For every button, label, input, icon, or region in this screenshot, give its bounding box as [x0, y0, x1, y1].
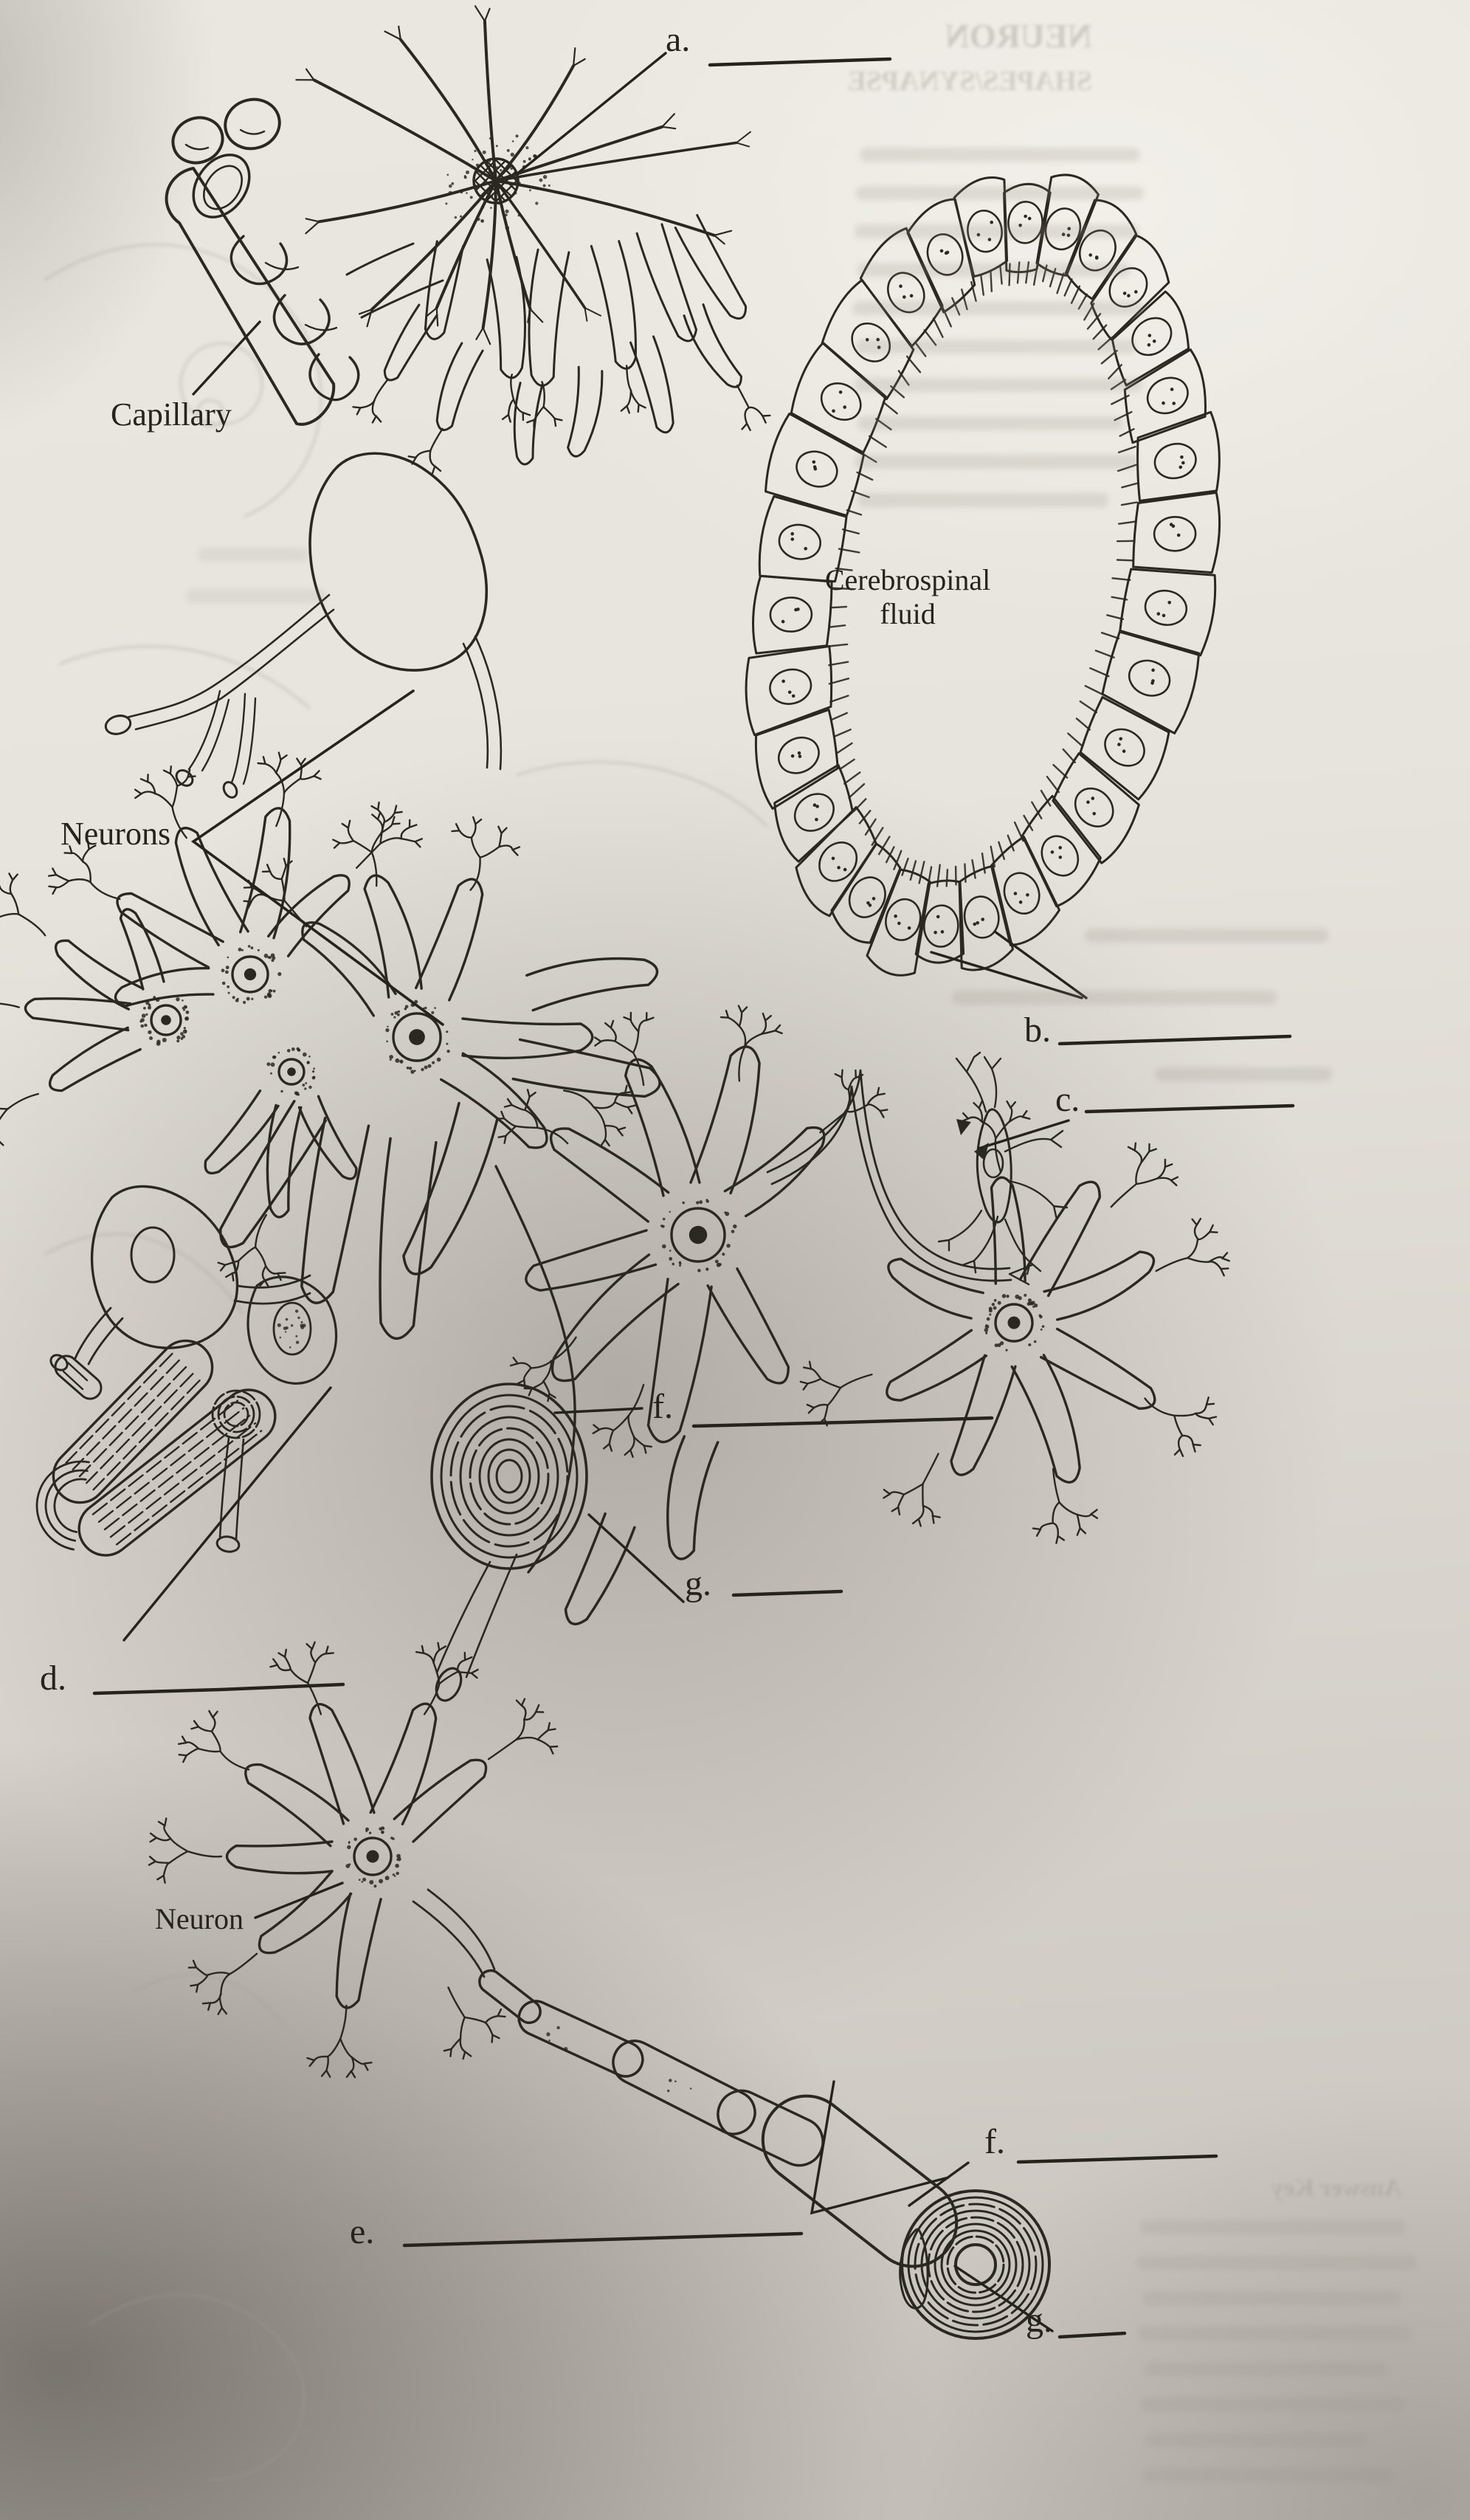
- bleedthrough-text-line: [1140, 2220, 1406, 2234]
- microglia-drawing: [939, 1053, 1067, 1274]
- bleedthrough-text-line: [858, 416, 1123, 430]
- bleedthrough-text-line: [1144, 2362, 1387, 2376]
- astrocyte-drawing: [296, 6, 770, 473]
- label-blank-g-mid: g.: [685, 1564, 711, 1603]
- myelin-structures-drawing: [37, 1166, 587, 1704]
- bleedthrough-text-line: [856, 340, 1136, 354]
- label-blank-a: a.: [666, 20, 691, 59]
- label-blank-e: e.: [350, 2212, 375, 2251]
- label-blank-g-bottom: g.: [1026, 2301, 1052, 2340]
- bleedthrough-heading-line2: SHAPES/SYNAPSE: [847, 66, 1092, 97]
- bleedthrough-text-line: [860, 148, 1140, 162]
- labels-and-leaders: [94, 53, 1293, 2337]
- blank-line-d: [94, 1684, 343, 1693]
- caption-neuron: Neuron: [155, 1902, 244, 1935]
- bleedthrough-text-line: [856, 186, 1144, 200]
- label-blank-d: d.: [40, 1659, 66, 1698]
- bleedthrough-text-line: [858, 493, 1108, 507]
- bleedthrough-text-line: [1138, 2327, 1411, 2341]
- caption-cerebrospinal-fluid-line1: Cerebrospinal: [824, 563, 991, 596]
- bleedthrough-text-line: [1142, 2291, 1401, 2305]
- bleedthrough-text-line: [1085, 929, 1328, 943]
- bleedthrough-text-line: [1145, 2433, 1367, 2447]
- leader-line-c: [979, 1120, 1069, 1149]
- bleedthrough-text-line: [852, 301, 1144, 315]
- bleedthrough-text-line: [1136, 2256, 1417, 2270]
- bleedthrough-answer-key-heading: Answer Key: [1271, 2175, 1402, 2202]
- bleedthrough-text-line: [1155, 1067, 1332, 1081]
- bleedthrough-text-line: [855, 455, 1139, 469]
- label-blank-b: b.: [1024, 1011, 1051, 1050]
- blank-line-f-bottom: [1018, 2156, 1216, 2162]
- blank-line-g-bottom: [1060, 2333, 1125, 2337]
- leader-line-b: [931, 932, 1086, 998]
- leader-line-neuron: [255, 1883, 342, 1918]
- leader-line-capillary: [193, 322, 260, 394]
- oligodendrocyte-drawing: [48, 1186, 310, 1373]
- capillary-drawing: [167, 94, 359, 424]
- bleedthrough-text-line: [1140, 2397, 1406, 2411]
- bleedthrough-text-line: [855, 224, 1139, 238]
- leader-line-f-mid: [555, 1408, 642, 1413]
- blank-line-c: [1086, 1106, 1293, 1112]
- bottom-neuron-drawing: [413, 1890, 956, 2266]
- bleedthrough-text-line: [186, 589, 326, 603]
- label-blank-c: c.: [1055, 1080, 1080, 1119]
- blank-line-f-mid: [694, 1418, 992, 1426]
- pointer-neurons: [193, 691, 443, 1025]
- blank-line-g-mid: [734, 1591, 841, 1595]
- bleedthrough-text-line: [858, 263, 1131, 277]
- blank-line-a: [710, 59, 890, 65]
- upper-neuron-drawing: [103, 453, 500, 799]
- label-blank-f-bottom: f.: [984, 2122, 1005, 2161]
- caption-cerebrospinal-fluid-line2: fluid: [880, 597, 936, 630]
- neuron-cluster-drawing: [0, 752, 1229, 2077]
- arrowhead-icon: [956, 1119, 971, 1135]
- blank-line-e: [404, 2234, 801, 2245]
- caption-neurons: Neurons: [61, 816, 171, 852]
- caption-capillary: Capillary: [111, 396, 232, 433]
- bleedthrough-text-line: [1142, 2468, 1393, 2482]
- bleedthrough-text-line: [952, 991, 1277, 1005]
- blank-line-b: [1060, 1036, 1290, 1044]
- bleedthrough-heading-line1: NEURON: [945, 17, 1092, 55]
- bleedthrough-text-line: [198, 548, 308, 562]
- bleedthrough-text-line: [855, 378, 1142, 392]
- label-blank-f-mid: f.: [652, 1387, 673, 1426]
